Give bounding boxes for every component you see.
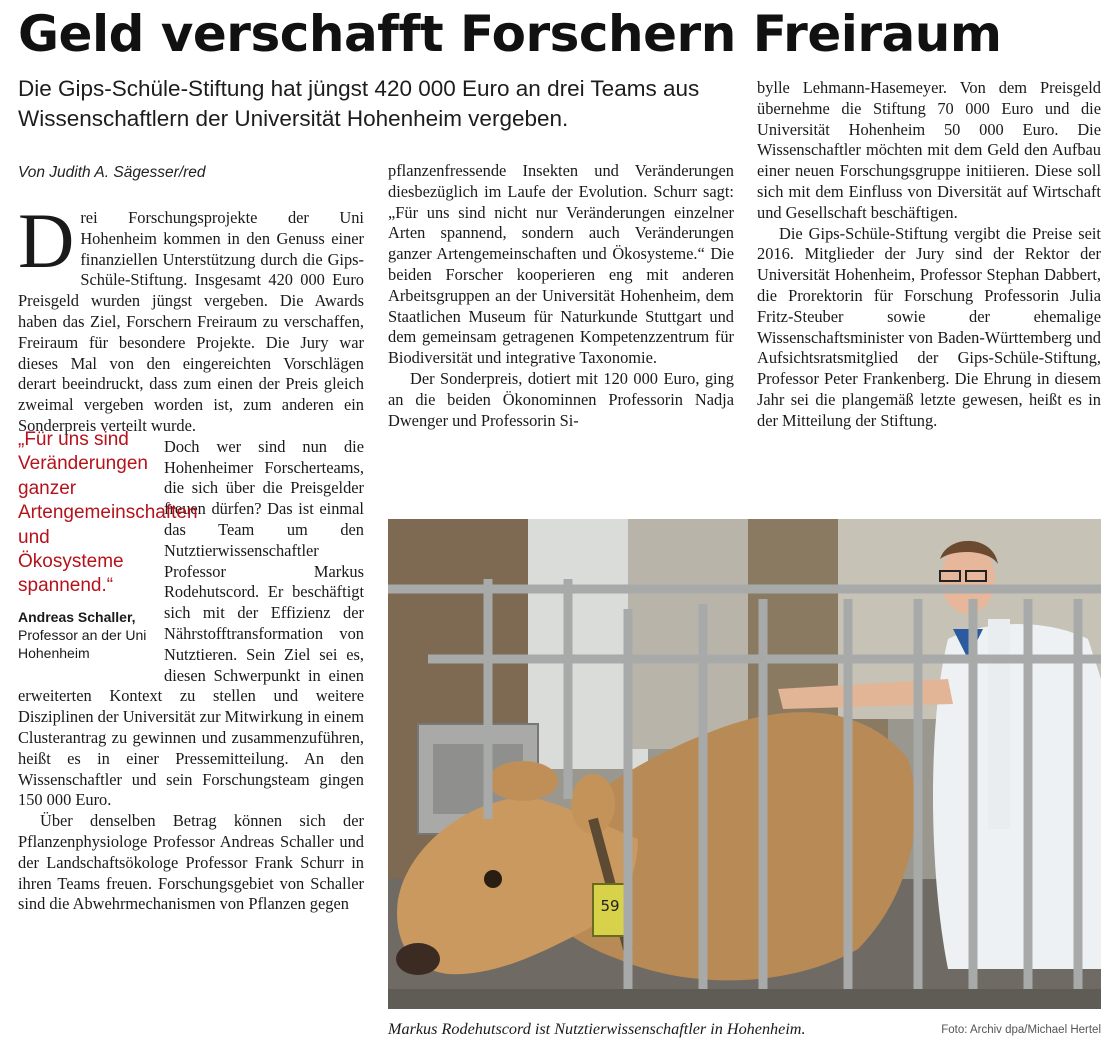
barn-cow-scene-image bbox=[388, 519, 1101, 1009]
pullquote-text: „Für uns sind Veränderungen ganzer Artengemeinschaften und Ökosysteme spannend.“ bbox=[18, 429, 198, 597]
pullquote-attribution bbox=[18, 608, 158, 662]
paragraph-3: Über denselben Betrag können sich der Pflanzenphysiologe Professor Andreas Schaller und der Landschaftsökologe Professor Frank Schurr in ihren Teams freuen. Forschungsgebiet von Schaller sind die Abwehrmechanismen von Pflanzen gegen bbox=[18, 811, 364, 914]
pullquote-author: Andreas Schaller, bbox=[18, 609, 136, 625]
article-subheadline: Die Gips-Schüle-Stiftung hat jüngst 420 000 Euro an drei Teams aus Wissenschaftlern der Universität Hohenheim vergeben. bbox=[18, 76, 700, 131]
article-column-3 bbox=[757, 78, 1101, 432]
byline: Von Judith A. Sägesser/red bbox=[18, 164, 206, 181]
paragraph-7: Die Gips-Schüle-Stiftung vergibt die Preise seit 2016. Mitglieder der Jury sind der Rektor der Universität Hohenheim, Professor Stephan Dabbert, die Prorektorin für Forschung Professorin Julia Fritz-Steuber sowie der ehemalige Wissenschaftsminister von Baden-Württemberg und Aufsichtsratsmitglied der Gips-Schüle-Stiftung, Professor Peter Frankenberg. Die Ehrung in diesem Jahr sei die plangemäß letzte gewesen, heißt es in der Mitteilung der Stiftung. bbox=[757, 223, 1101, 430]
article-headline: Geld verschafft Forschern Freiraum bbox=[18, 5, 1002, 63]
paragraph-5: Der Sonderpreis, dotiert mit 120 000 Euro, ging an die beiden Ökonominnen Professorin Nadja Dwenger und Professorin Si- bbox=[388, 368, 734, 430]
paragraph-2: Doch wer sind nun die Hohenheimer Forscherteams, die sich über die Preisgelder freuen dürfen? Das ist einmal das Team um den Nutztierwissenschaftler Professor Markus Rodehutscord. Er beschäftigt sich mit der Effizienz der Nährstofftransformation von Nutztieren. Sein Ziel sei es, diesen Schwerpunkt in einen erweiterten Kontext zu stellen und weitere Disziplinen der Universität zur Mitwirkung in einem Clusterantrag zu gewinnen und zusammenzuführen, heißt es in einer Pressemitteilung. An den Wissenschaftler und sein Forschungsteam gingen 150 000 Euro. bbox=[18, 436, 364, 810]
ear-tag-number: 59 bbox=[600, 897, 620, 915]
photo-caption: Markus Rodehutscord ist Nutztierwissenschaftler in Hohenheim. bbox=[388, 1020, 806, 1038]
photo-credit: Foto: Archiv dpa/Michael Hertel bbox=[941, 1024, 1101, 1036]
paragraph-1 bbox=[18, 197, 364, 437]
pullquote-role: Professor an der Uni Hohenheim bbox=[18, 627, 147, 661]
paragraph-1-text: rei Forschungsprojekte der Uni Hohenheim kommen in den Genuss einer finanziellen Unterstützung durch die Gips-Schüle-Stiftung. Insgesamt 420 000 Euro Preisgeld wurden jüngst vergeben. Die Awards haben das Ziel, Forschern Freiraum zu verschaffen, Freiraum für besondere Projekte. Die Jury war dieses Mal von den eingereichten Vorschlägen derart beeindruckt, dass zum einen der Preis gleich zweimal vergeben worden ist, zum anderen ein Sonderpreis verteilt wurde. bbox=[18, 208, 364, 435]
article-photo bbox=[388, 519, 1101, 1009]
paragraph-4: pflanzenfressende Insekten und Veränderungen diesbezüglich im Laufe der Evolution. Schurr sagt: „Für uns sind nicht nur Veränderungen einzelner Arten spannend, sondern auch Veränderungen ganzer Artengemeinschaften und Ökosysteme.“ Die beiden Forscher kooperieren eng mit anderen Arbeitsgruppen an der Universität Hohenheim, dem Staatlichen Museum für Naturkunde Stuttgart und dem gemeinsam getragenen Kompetenzzentrum für Biodiversität und integrative Taxonomie. bbox=[388, 161, 734, 368]
drop-cap: D bbox=[18, 197, 75, 284]
paragraph-6: bylle Lehmann-Hasemeyer. Von dem Preisgeld übernehme die Stiftung 70 000 Euro und die Universität Hohenheim 50 000 Euro. Die Wissenschaftler möchten mit dem Geld den Aufbau einer neuen Forschungsgruppe initiieren. Diese soll sich mit dem Einfluss von Diversität auf Wirtschaft und Gesellschaft beschäftigen. bbox=[757, 78, 1101, 222]
article-column-2 bbox=[388, 161, 734, 431]
